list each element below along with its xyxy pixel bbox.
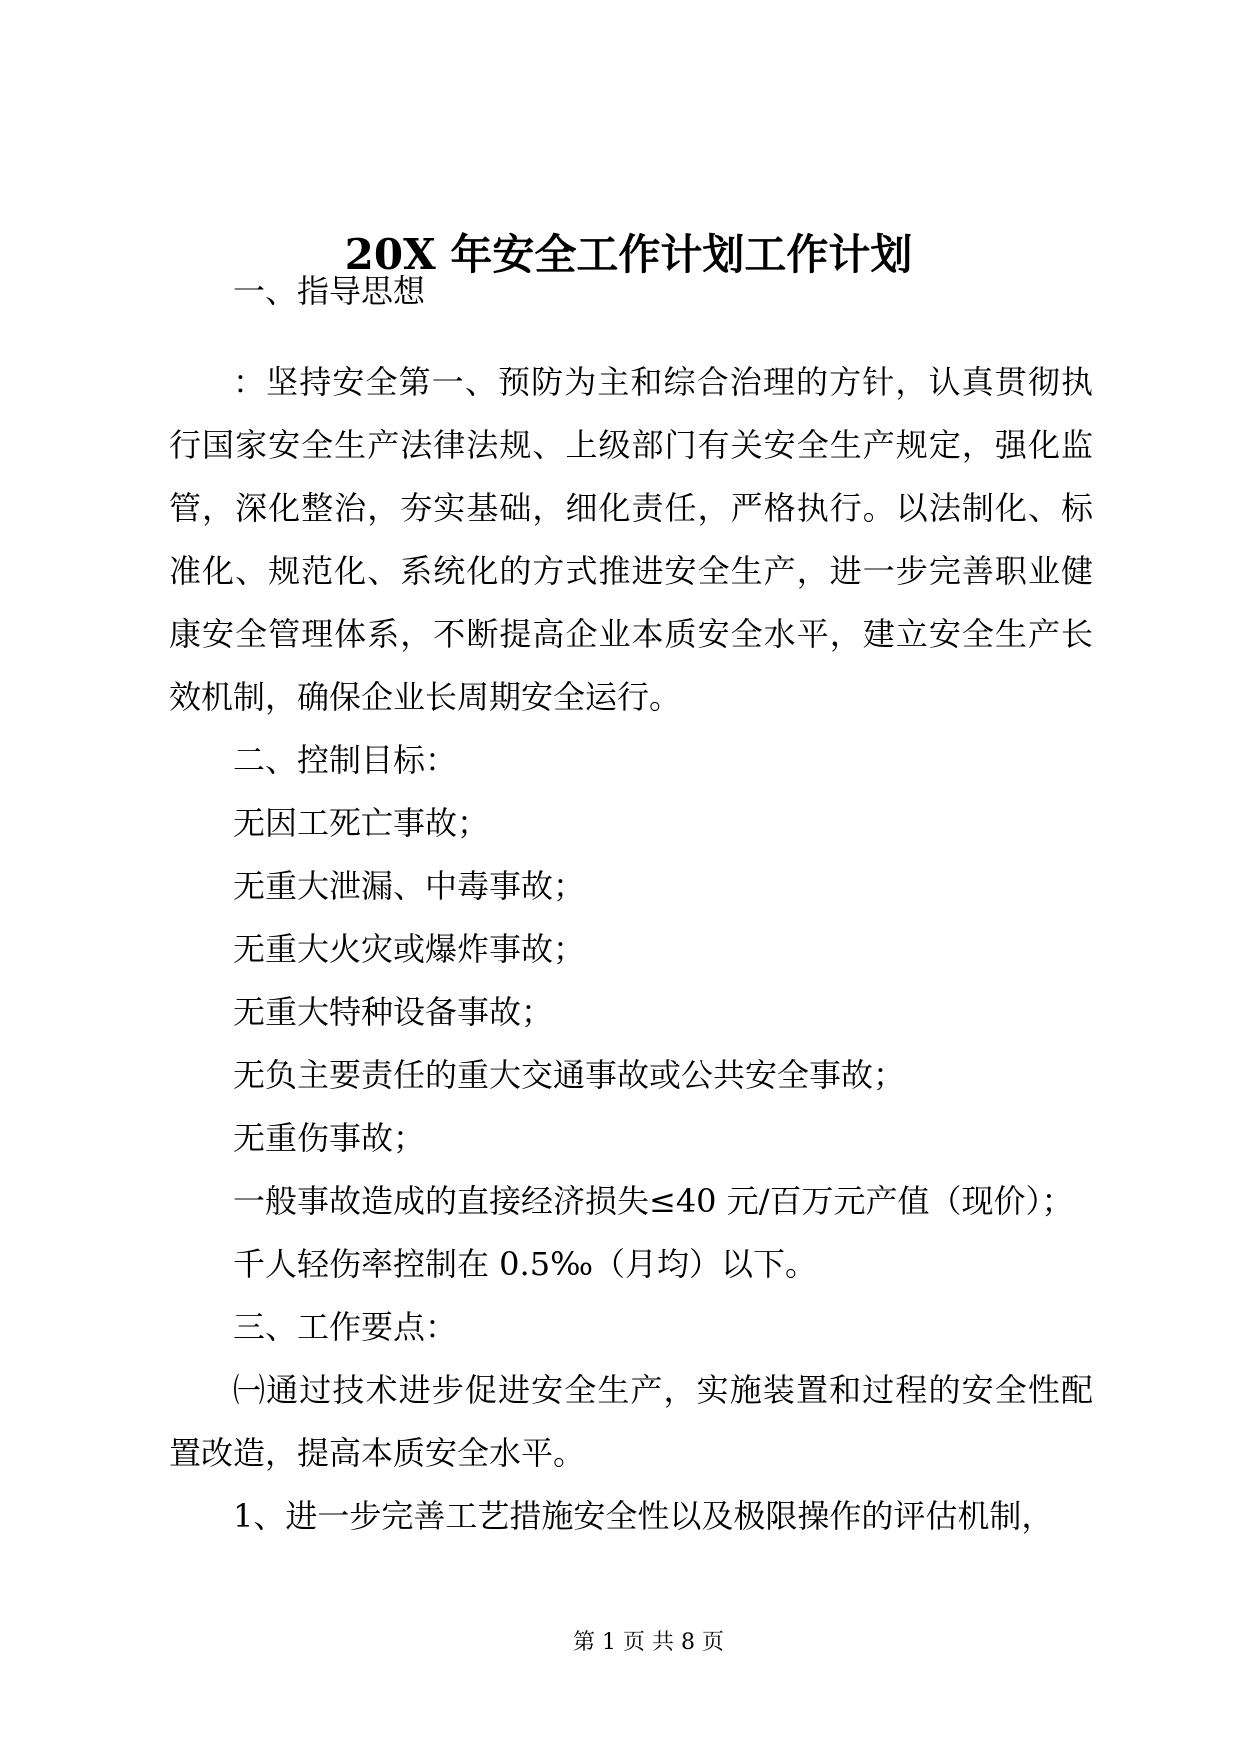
work-points-subparagraph	[169, 1485, 1093, 1548]
list-item: 无重大火灾或爆炸事故；	[233, 930, 586, 968]
work-points-paragraph	[169, 1359, 1093, 1485]
list-item: 无因工死亡事故；	[233, 804, 490, 842]
section-heading-control-targets: 二、控制目标：	[233, 741, 458, 779]
page-footer: 第 1 页 共 8 页	[573, 1630, 724, 1655]
section-heading-guiding-ideology: 一、指导思想	[233, 272, 426, 310]
page-title: 20X 年安全工作计划工作计划	[344, 230, 913, 279]
control-targets-list	[169, 792, 1093, 1296]
guiding-ideology-paragraph	[169, 351, 1093, 729]
document-body	[169, 260, 1093, 1548]
list-item: 无负主要责任的重大交通事故或公共安全事故；	[233, 1056, 906, 1094]
body-line: ㈠通过技术进步促进安全生产，实施装置和过程的安全性配	[233, 1371, 1093, 1409]
body-line: 1、进一步完善工艺措施安全性以及极限操作的评估机制，	[233, 1497, 1054, 1535]
list-item: 无重伤事故；	[233, 1119, 426, 1157]
body-line: ：坚持安全第一、预防为主和综合治理的方针，认真贯彻执	[233, 363, 1093, 401]
body-line: 置改造，提高本质安全水平。	[169, 1434, 586, 1472]
list-item: 无重大特种设备事故；	[233, 993, 554, 1031]
body-line: 康安全管理体系，不断提高企业本质安全水平，建立安全生产长	[169, 615, 1093, 653]
list-item: 一般事故造成的直接经济损失≤40 元/百万元产值（现价）；	[233, 1182, 1074, 1220]
body-line: 准化、规范化、系统化的方式推进安全生产，进一步完善职业健	[169, 552, 1093, 590]
list-item: 无重大泄漏、中毒事故；	[233, 867, 586, 905]
body-line: 行国家安全生产法律法规、上级部门有关安全生产规定，强化监	[169, 426, 1093, 464]
body-line: 效机制，确保企业长周期安全运行。	[169, 678, 682, 716]
list-item: 千人轻伤率控制在 0.5‰（月均）以下。	[233, 1245, 818, 1283]
body-line: 管，深化整治，夯实基础，细化责任，严格执行。以法制化、标	[169, 489, 1093, 527]
section-heading-work-points: 三、工作要点：	[233, 1308, 458, 1346]
